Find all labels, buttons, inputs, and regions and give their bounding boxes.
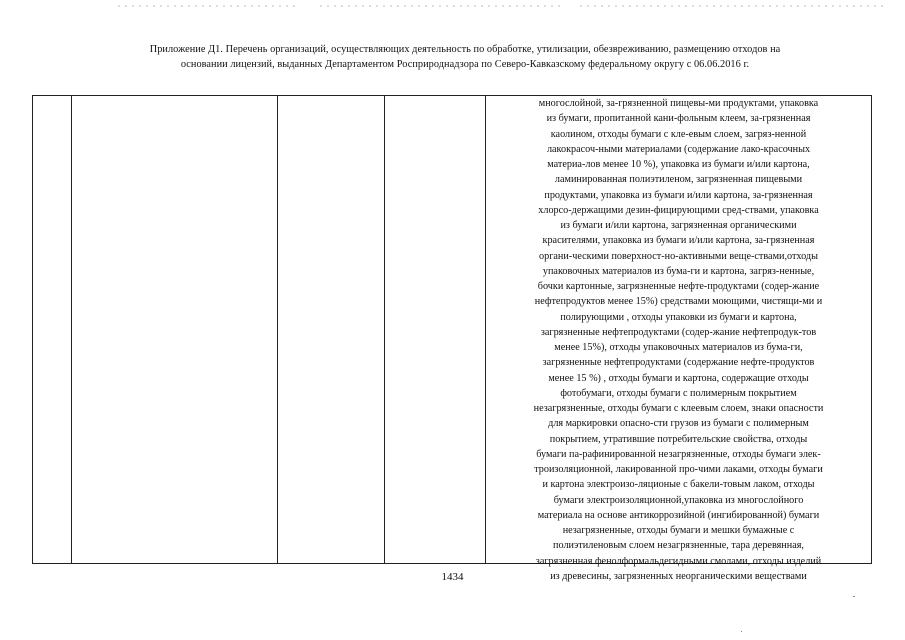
waste-text-line: менее 15 %) , отходы бумаги и картона, содержащие отходы	[548, 372, 809, 384]
waste-text-line: менее 15%), отходы упаковочных материалов из бума-ги,	[554, 342, 803, 353]
header-line-1: Приложение Д1. Перечень организаций, осуществляющих деятельность по обработке, утилизации, обезвреживанию, размещению отходов на	[149, 44, 781, 55]
waste-text-line: ламинированная полиэтиленом, загрязненная пищевыми	[554, 174, 803, 186]
header-line-2: основании лицензий, выданных Департаментом Росприроднадзора по Северо-Кавказскому федеральному округу с 06.06.2016 г.	[180, 59, 750, 70]
page-number: 1434	[441, 571, 464, 583]
waste-text-line: лакокрасоч-ными материалами (содержание лако-красочных	[546, 143, 811, 155]
waste-text-line: нефтепродуктов менее 15%) средствами моющими, чистящи-ми и	[534, 296, 823, 308]
waste-text-line: бумаги электроизоляционной,упаковка из многослойного	[553, 494, 804, 506]
table-cell-activity	[385, 96, 486, 564]
waste-text-line: фотобумаги, отходы бумаги с полимерным покрытием	[560, 387, 797, 399]
waste-text-line: загрязненная фенолформальдегидными смолами, отходы изделий	[535, 555, 822, 567]
table-cell-number	[33, 96, 72, 564]
waste-text-line: покрытием, утратившие потребительские свойства, отходы	[549, 433, 808, 445]
table-cell-waste-types	[486, 96, 872, 582]
waste-text-line: материала на основе антикоррозийной (ингибированной) бумаги	[537, 509, 820, 521]
table-cell-organization	[72, 96, 278, 564]
waste-text-line: загрязненные нефтепродуктами (содер-жание нефтепродук-тов	[540, 326, 817, 338]
waste-text-line: каолином, отходы бумаги с кле-евым слоем, загряз-ненной	[550, 128, 807, 140]
waste-text-line: загрязненные нефтепродуктами (содержание нефте-продуктов	[542, 357, 815, 369]
waste-text-line: бумаги па-рафинированной незагрязненные, отходы бумаги элек-	[536, 448, 821, 460]
waste-text-line: хлорсо-держащими дезин-фицирующими сред-ствами, упаковка	[538, 204, 819, 216]
waste-text-line: из древесины, загрязненных неорганическими веществами	[550, 570, 807, 582]
table-row	[33, 96, 872, 564]
waste-text-line: из бумаги, пропитанной кани-фольным клеем, за-грязненная	[546, 113, 811, 125]
waste-text-line: и картона электроизо-ляционые с бакели-товым лаком, отходы	[542, 479, 815, 491]
scan-speck	[853, 596, 855, 597]
table-cell-license	[278, 96, 385, 564]
waste-text-line: красителями, упаковка из бумаги и/или картона, за-грязненная	[542, 235, 815, 247]
waste-text-line: незагрязненные, отходы бумаги и мешки бумажные с	[562, 525, 795, 536]
waste-text-line: многослойной, за-грязненной пищевы-ми продуктами, упаковка	[538, 98, 819, 109]
waste-text-line: для маркировки опасно-сти грузов из бумаги с полимерным	[548, 418, 809, 430]
scan-speck	[741, 631, 742, 632]
waste-text-line: продуктами, упаковка из бумаги и/или картона, за-грязненная	[544, 189, 813, 201]
waste-types-text	[486, 96, 871, 582]
waste-text-line: троизоляционной, лакированной про-чими лаками, отходы бумаги	[534, 464, 823, 475]
waste-text-line: полиэтиленовым слоем незагрязненные, тара деревянная,	[553, 540, 804, 552]
waste-text-line: незагрязненные, отходы бумаги с клеевым слоем, знаки опасности	[533, 403, 824, 414]
waste-text-line: упаковочных материалов из бума-ги и картона, загряз-ненные,	[542, 265, 815, 277]
waste-text-line: из бумаги и/или картона, загрязненная органическими	[560, 220, 797, 231]
waste-text-line: полирующими , отходы упаковки из бумаги и картона,	[560, 311, 797, 323]
page-header	[70, 42, 860, 72]
waste-text-line: материа-лов менее 10 %), упаковка из бумаги и/или картона,	[547, 159, 810, 170]
scan-artifact-strip	[0, 0, 905, 12]
waste-text-line: бочки картонные, загрязненные нефте-продуктами (содер-жание	[537, 281, 820, 292]
waste-text-line: органи-ческими поверхност-но-активными веще-ствами,отходы	[539, 250, 818, 262]
